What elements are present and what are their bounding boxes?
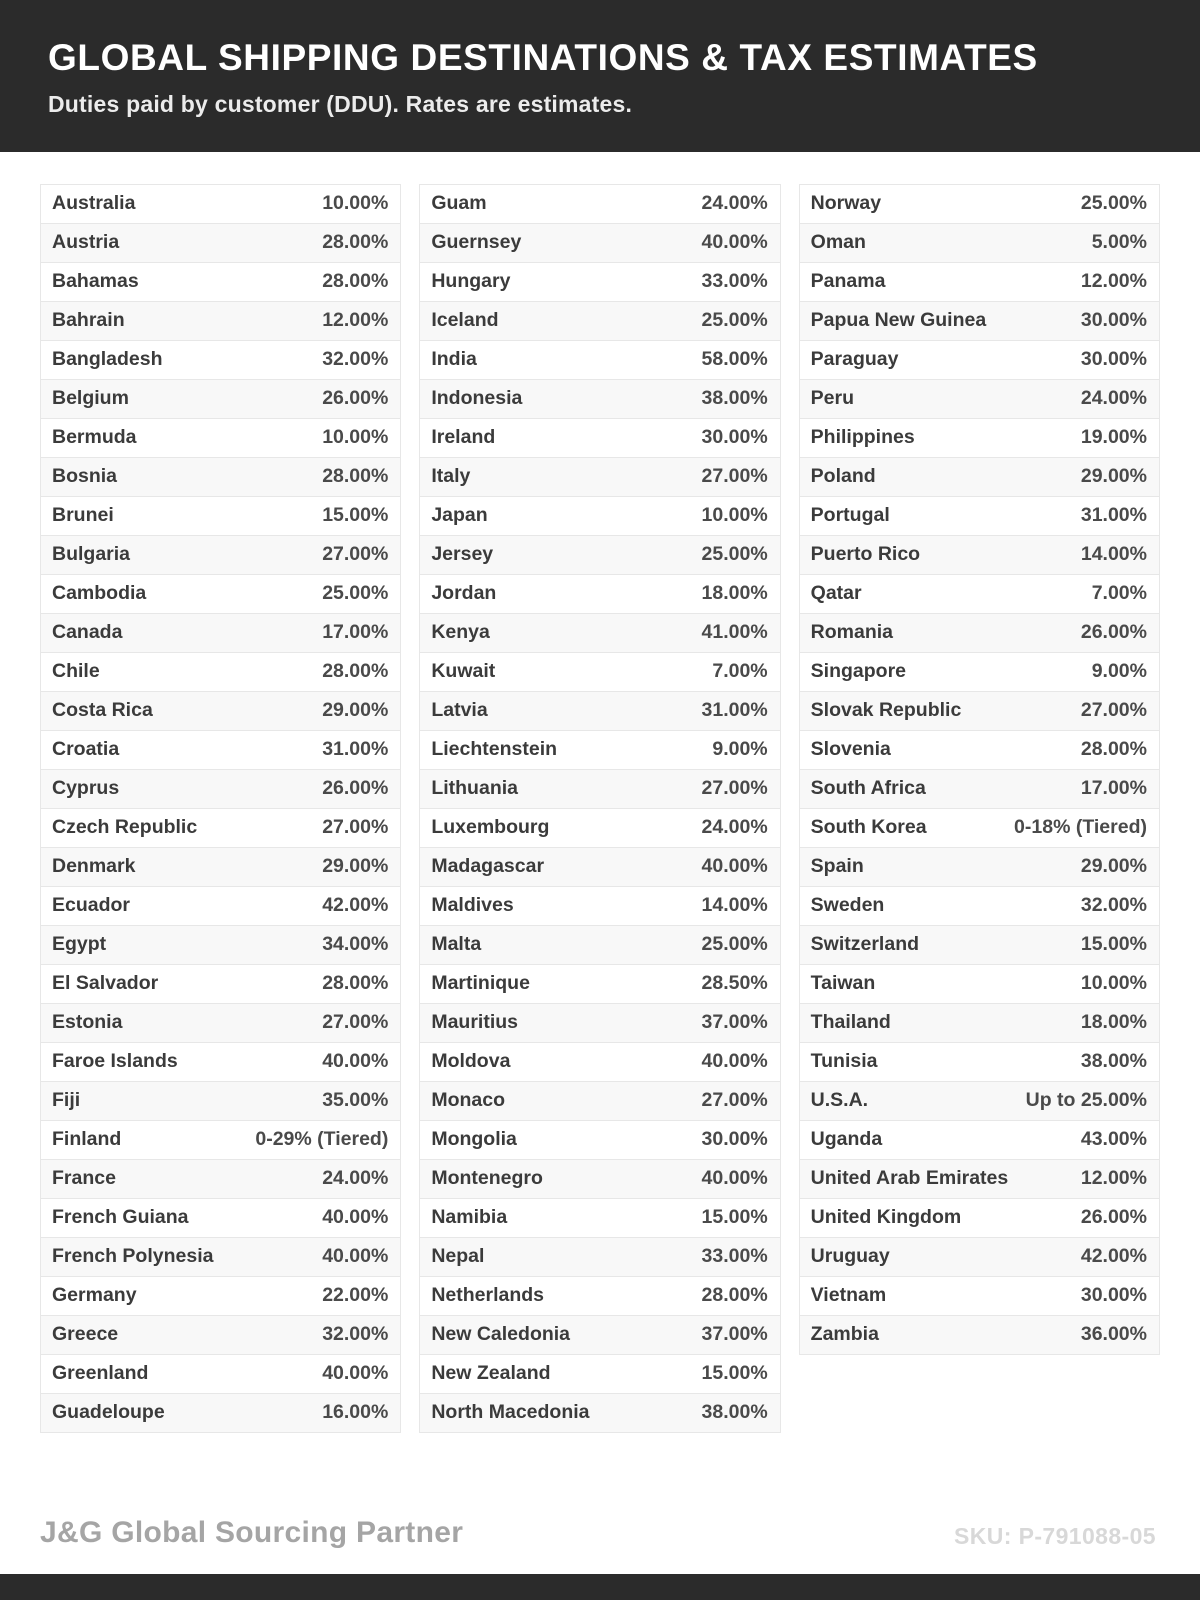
table-row	[420, 1043, 779, 1082]
country-name: Cambodia	[52, 582, 147, 605]
tax-rate-value: 9.00%	[712, 738, 768, 761]
tax-rate-value: 32.00%	[322, 1323, 389, 1346]
country-name: Egypt	[52, 933, 107, 956]
tax-rate-value: 10.00%	[701, 504, 768, 527]
country-name: Bermuda	[52, 426, 137, 449]
country-name: Bahamas	[52, 270, 139, 293]
tax-rate-value: 0-29% (Tiered)	[255, 1128, 389, 1151]
tax-rate-value: 58.00%	[701, 348, 768, 371]
country-name: Indonesia	[431, 387, 523, 410]
table-row	[41, 185, 400, 224]
tax-rate-value: 28.00%	[322, 270, 389, 293]
tax-rate-value: 26.00%	[322, 387, 389, 410]
country-name: France	[52, 1167, 116, 1190]
tax-rate-value: 14.00%	[1080, 543, 1147, 566]
country-name: Iceland	[431, 309, 499, 332]
country-name: Paraguay	[810, 348, 899, 371]
table-row	[41, 1121, 400, 1160]
table-row	[420, 809, 779, 848]
table-row	[800, 809, 1159, 848]
tax-rate-value: 28.00%	[1080, 738, 1147, 761]
table-row	[420, 185, 779, 224]
table-row	[41, 848, 400, 887]
country-name: Malta	[431, 933, 482, 956]
table-row	[800, 380, 1159, 419]
table-row	[800, 419, 1159, 458]
country-name: Spain	[810, 855, 864, 878]
country-name: Nepal	[431, 1245, 485, 1268]
table-row	[800, 887, 1159, 926]
country-name: Thailand	[810, 1011, 891, 1034]
country-name: Australia	[52, 192, 136, 215]
table-row	[41, 965, 400, 1004]
country-name: Zambia	[810, 1323, 879, 1346]
country-name: Costa Rica	[52, 699, 153, 722]
table-row	[41, 1199, 400, 1238]
country-name: Philippines	[810, 426, 915, 449]
tax-rate-value: 7.00%	[1091, 582, 1147, 605]
tax-rate-value: 16.00%	[322, 1401, 389, 1424]
country-name: Japan	[431, 504, 488, 527]
tax-rate-value: 26.00%	[1080, 1206, 1147, 1229]
table-row	[420, 380, 779, 419]
tax-rate-value: 0-18% (Tiered)	[1014, 816, 1147, 839]
country-name: Sweden	[810, 894, 885, 917]
tax-rate-value: 17.00%	[1080, 777, 1147, 800]
country-name: Greece	[52, 1323, 119, 1346]
tax-rate-value: 40.00%	[701, 1167, 768, 1190]
table-column-1	[40, 184, 401, 1433]
country-name: South Africa	[810, 777, 926, 800]
table-row	[420, 1199, 779, 1238]
tax-rate-value: 15.00%	[701, 1362, 768, 1385]
table-row	[41, 263, 400, 302]
sku-label: SKU: P-791088-05	[953, 1523, 1156, 1549]
table-row	[800, 926, 1159, 965]
table-row	[420, 1316, 779, 1355]
table-row	[41, 770, 400, 809]
table-row	[420, 1238, 779, 1277]
table-row	[41, 926, 400, 965]
country-name: Kenya	[431, 621, 490, 644]
table-row	[800, 1121, 1159, 1160]
table-column-3	[799, 184, 1160, 1355]
tax-rate-value: 28.00%	[322, 660, 389, 683]
country-name: South Korea	[810, 816, 927, 839]
country-name: Bangladesh	[52, 348, 163, 371]
country-name: Canada	[52, 621, 123, 644]
tax-rate-value: 26.00%	[1080, 621, 1147, 644]
page-title: GLOBAL SHIPPING DESTINATIONS & TAX ESTIMATES	[48, 37, 1038, 78]
table-row	[420, 926, 779, 965]
tax-rate-value: 25.00%	[1080, 192, 1147, 215]
country-name: Jordan	[431, 582, 497, 605]
country-name: Switzerland	[810, 933, 920, 956]
country-name: Moldova	[431, 1050, 511, 1073]
country-name: Kuwait	[431, 660, 496, 683]
country-name: North Macedonia	[431, 1401, 590, 1424]
table-row	[800, 965, 1159, 1004]
table-row	[420, 302, 779, 341]
tax-rate-value: Up to 25.00%	[1025, 1089, 1147, 1112]
tax-rate-value: 34.00%	[322, 933, 389, 956]
tax-rate-value: 40.00%	[701, 231, 768, 254]
table-row	[800, 1277, 1159, 1316]
table-row	[800, 1160, 1159, 1199]
country-name: Denmark	[52, 855, 136, 878]
tax-rate-value: 27.00%	[701, 465, 768, 488]
table-row	[420, 692, 779, 731]
tax-rate-value: 29.00%	[1080, 855, 1147, 878]
tax-rate-value: 30.00%	[701, 1128, 768, 1151]
tax-rate-value: 30.00%	[1080, 1284, 1147, 1307]
tax-rate-value: 27.00%	[701, 1089, 768, 1112]
country-name: Norway	[810, 192, 882, 215]
table-row	[800, 1004, 1159, 1043]
table-row	[41, 887, 400, 926]
country-name: Liechtenstein	[431, 738, 558, 761]
country-name: Mongolia	[431, 1128, 517, 1151]
tax-rate-value: 10.00%	[1080, 972, 1147, 995]
tax-rate-value: 36.00%	[1080, 1323, 1147, 1346]
tax-rate-value: 38.00%	[701, 387, 768, 410]
country-name: Germany	[52, 1284, 137, 1307]
country-name: Bahrain	[52, 309, 125, 332]
table-row	[41, 614, 400, 653]
country-name: Guam	[431, 192, 487, 215]
table-row	[420, 1004, 779, 1043]
tax-rate-value: 28.00%	[701, 1284, 768, 1307]
tax-rate-value: 27.00%	[322, 816, 389, 839]
tax-rate-value: 10.00%	[322, 192, 389, 215]
table-row	[800, 848, 1159, 887]
country-name: Chile	[52, 660, 100, 683]
country-name: India	[431, 348, 477, 371]
table-row	[420, 848, 779, 887]
tax-rate-value: 26.00%	[322, 777, 389, 800]
country-name: Guadeloupe	[52, 1401, 165, 1424]
country-name: Croatia	[52, 738, 120, 761]
country-name: French Guiana	[52, 1206, 189, 1229]
country-name: Lithuania	[431, 777, 518, 800]
tax-rate-value: 12.00%	[1080, 1167, 1147, 1190]
tax-rate-value: 30.00%	[701, 426, 768, 449]
country-name: Slovak Republic	[810, 699, 962, 722]
country-name: Poland	[810, 465, 876, 488]
table-row	[420, 887, 779, 926]
tax-rate-value: 32.00%	[322, 348, 389, 371]
tax-rate-value: 9.00%	[1091, 660, 1147, 683]
table-row	[420, 653, 779, 692]
table-row	[800, 1199, 1159, 1238]
table-row	[420, 536, 779, 575]
table-row	[800, 458, 1159, 497]
country-name: Finland	[52, 1128, 122, 1151]
country-name: United Arab Emirates	[810, 1167, 1009, 1190]
table-row	[41, 1004, 400, 1043]
table-row	[41, 419, 400, 458]
table-row	[800, 497, 1159, 536]
tax-rate-value: 28.00%	[322, 465, 389, 488]
table-row	[800, 302, 1159, 341]
country-name: Taiwan	[810, 972, 876, 995]
table-row	[800, 536, 1159, 575]
tax-rate-value: 12.00%	[322, 309, 389, 332]
table-row	[41, 458, 400, 497]
country-name: El Salvador	[52, 972, 159, 995]
table-row	[800, 263, 1159, 302]
country-name: Bulgaria	[52, 543, 131, 566]
table-row	[41, 380, 400, 419]
tax-rate-value: 18.00%	[701, 582, 768, 605]
country-name: Martinique	[431, 972, 530, 995]
tax-rate-value: 25.00%	[701, 309, 768, 332]
tax-rate-value: 31.00%	[1080, 504, 1147, 527]
table-row	[420, 614, 779, 653]
tax-rate-value: 29.00%	[1080, 465, 1147, 488]
tax-rate-value: 30.00%	[1080, 348, 1147, 371]
tax-rate-value: 40.00%	[322, 1050, 389, 1073]
table-row	[800, 614, 1159, 653]
table-row	[800, 1316, 1159, 1355]
country-name: Montenegro	[431, 1167, 543, 1190]
tax-rate-value: 18.00%	[1080, 1011, 1147, 1034]
tax-rate-value: 28.50%	[701, 972, 768, 995]
table-row	[420, 1121, 779, 1160]
table-row	[41, 341, 400, 380]
country-name: Greenland	[52, 1362, 149, 1385]
country-name: Estonia	[52, 1011, 123, 1034]
tax-rate-value: 27.00%	[1080, 699, 1147, 722]
tax-rate-value: 5.00%	[1091, 231, 1147, 254]
tax-rate-value: 25.00%	[322, 582, 389, 605]
table-row	[420, 770, 779, 809]
country-name: Netherlands	[431, 1284, 545, 1307]
tax-rate-value: 41.00%	[701, 621, 768, 644]
tax-rate-value: 40.00%	[322, 1362, 389, 1385]
footer	[0, 1516, 1200, 1574]
country-name: U.S.A.	[810, 1089, 869, 1112]
table-row	[41, 731, 400, 770]
table-row	[420, 965, 779, 1004]
tax-rate-value: 25.00%	[701, 543, 768, 566]
table-row	[420, 1160, 779, 1199]
tax-rate-value: 12.00%	[1080, 270, 1147, 293]
country-name: Romania	[810, 621, 894, 644]
country-name: Guernsey	[431, 231, 522, 254]
country-name: Ireland	[431, 426, 496, 449]
table-row	[800, 770, 1159, 809]
table-row	[41, 302, 400, 341]
country-name: Maldives	[431, 894, 514, 917]
tax-rate-value: 24.00%	[701, 816, 768, 839]
tax-rate-value: 30.00%	[1080, 309, 1147, 332]
tax-rate-value: 42.00%	[1080, 1245, 1147, 1268]
country-name: Czech Republic	[52, 816, 198, 839]
tax-rate-value: 33.00%	[701, 270, 768, 293]
table-row	[800, 575, 1159, 614]
tax-rate-value: 28.00%	[322, 231, 389, 254]
table-column-2	[419, 184, 780, 1433]
table-row	[41, 224, 400, 263]
table-row	[800, 1082, 1159, 1121]
country-name: Mauritius	[431, 1011, 519, 1034]
tax-rate-value: 40.00%	[322, 1206, 389, 1229]
brand-name: J&G Global Sourcing Partner	[40, 1516, 464, 1549]
tax-rate-value: 33.00%	[701, 1245, 768, 1268]
tax-rate-value: 24.00%	[322, 1167, 389, 1190]
table-row	[41, 692, 400, 731]
table-row	[420, 1277, 779, 1316]
country-name: Belgium	[52, 387, 129, 410]
country-name: Slovenia	[810, 738, 891, 761]
tax-rate-value: 24.00%	[701, 192, 768, 215]
page-subtitle: Duties paid by customer (DDU). Rates are estimates.	[48, 90, 633, 117]
table-row	[420, 341, 779, 380]
table-row	[41, 1316, 400, 1355]
table-row	[800, 653, 1159, 692]
country-name: Fiji	[52, 1089, 81, 1112]
tax-rate-value: 22.00%	[322, 1284, 389, 1307]
tax-rate-table	[0, 152, 1200, 1433]
tax-rate-value: 40.00%	[322, 1245, 389, 1268]
table-row	[41, 497, 400, 536]
tax-rate-value: 37.00%	[701, 1011, 768, 1034]
country-name: Jersey	[431, 543, 494, 566]
country-name: Ecuador	[52, 894, 131, 917]
tax-rate-value: 19.00%	[1080, 426, 1147, 449]
table-row	[41, 1082, 400, 1121]
table-row	[420, 1082, 779, 1121]
table-row	[41, 809, 400, 848]
tax-rate-value: 38.00%	[701, 1401, 768, 1424]
country-name: Cyprus	[52, 777, 120, 800]
tax-rate-value: 28.00%	[322, 972, 389, 995]
table-row	[420, 497, 779, 536]
country-name: Vietnam	[810, 1284, 887, 1307]
tax-rate-value: 17.00%	[322, 621, 389, 644]
country-name: French Polynesia	[52, 1245, 214, 1268]
table-row	[420, 1355, 779, 1394]
table-row	[41, 575, 400, 614]
table-row	[420, 575, 779, 614]
country-name: Uruguay	[810, 1245, 890, 1268]
tax-rate-value: 15.00%	[322, 504, 389, 527]
bottom-bar	[0, 1574, 1200, 1600]
country-name: Austria	[52, 231, 120, 254]
tax-rate-value: 10.00%	[322, 426, 389, 449]
country-name: Madagascar	[431, 855, 545, 878]
tax-rate-value: 31.00%	[701, 699, 768, 722]
tax-rate-value: 32.00%	[1080, 894, 1147, 917]
table-row	[41, 1238, 400, 1277]
table-row	[800, 731, 1159, 770]
table-row	[800, 1043, 1159, 1082]
table-row	[800, 185, 1159, 224]
tax-rate-value: 27.00%	[322, 543, 389, 566]
tax-rate-value: 40.00%	[701, 855, 768, 878]
country-name: Brunei	[52, 504, 114, 527]
table-row	[420, 419, 779, 458]
tax-rate-value: 40.00%	[701, 1050, 768, 1073]
tax-rate-value: 42.00%	[322, 894, 389, 917]
table-row	[420, 1394, 779, 1433]
country-name: Papua New Guinea	[810, 309, 987, 332]
country-name: Portugal	[810, 504, 890, 527]
country-name: Faroe Islands	[52, 1050, 178, 1073]
country-name: Qatar	[810, 582, 862, 605]
tax-rate-value: 31.00%	[322, 738, 389, 761]
country-name: Peru	[810, 387, 855, 410]
table-row	[420, 224, 779, 263]
table-row	[800, 1238, 1159, 1277]
table-row	[41, 536, 400, 575]
tax-rate-value: 15.00%	[701, 1206, 768, 1229]
table-row	[41, 1394, 400, 1433]
table-row	[420, 263, 779, 302]
table-row	[800, 692, 1159, 731]
header	[0, 0, 1200, 152]
table-row	[41, 1043, 400, 1082]
country-name: Luxembourg	[431, 816, 550, 839]
table-row	[41, 1160, 400, 1199]
country-name: Namibia	[431, 1206, 508, 1229]
table-row	[41, 653, 400, 692]
country-name: Hungary	[431, 270, 511, 293]
country-name: Monaco	[431, 1089, 505, 1112]
country-name: Singapore	[810, 660, 907, 683]
tax-rate-value: 35.00%	[322, 1089, 389, 1112]
table-row	[41, 1355, 400, 1394]
table-row	[800, 341, 1159, 380]
country-name: United Kingdom	[810, 1206, 962, 1229]
country-name: Tunisia	[810, 1050, 878, 1073]
tax-rate-value: 15.00%	[1080, 933, 1147, 956]
tax-rate-value: 27.00%	[701, 777, 768, 800]
tax-rate-value: 37.00%	[701, 1323, 768, 1346]
country-name: Oman	[810, 231, 866, 254]
tax-rate-value: 25.00%	[701, 933, 768, 956]
country-name: Panama	[810, 270, 886, 293]
country-name: New Caledonia	[431, 1323, 571, 1346]
country-name: New Zealand	[431, 1362, 551, 1385]
country-name: Latvia	[431, 699, 488, 722]
tax-rate-value: 24.00%	[1080, 387, 1147, 410]
tax-rate-value: 29.00%	[322, 855, 389, 878]
country-name: Bosnia	[52, 465, 118, 488]
table-row	[420, 458, 779, 497]
country-name: Puerto Rico	[810, 543, 921, 566]
country-name: Uganda	[810, 1128, 883, 1151]
country-name: Italy	[431, 465, 471, 488]
tax-rate-value: 7.00%	[712, 660, 768, 683]
tax-rate-value: 29.00%	[322, 699, 389, 722]
tax-rate-value: 38.00%	[1080, 1050, 1147, 1073]
tax-rate-value: 14.00%	[701, 894, 768, 917]
table-row	[420, 731, 779, 770]
tax-rate-value: 43.00%	[1080, 1128, 1147, 1151]
table-row	[41, 1277, 400, 1316]
table-row	[800, 224, 1159, 263]
tax-rate-value: 27.00%	[322, 1011, 389, 1034]
